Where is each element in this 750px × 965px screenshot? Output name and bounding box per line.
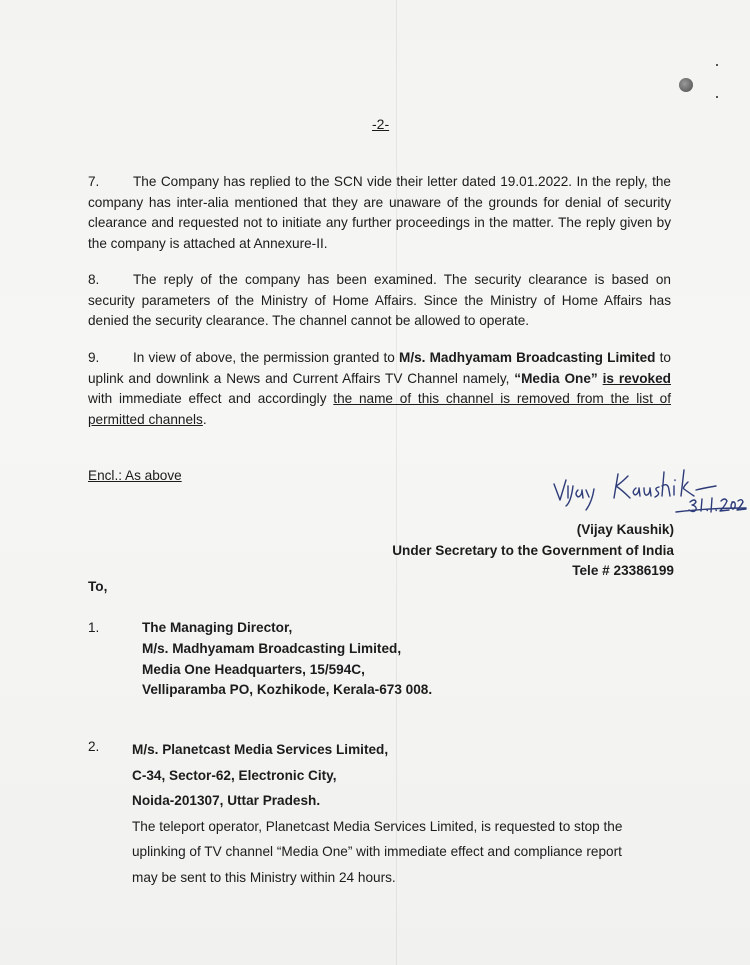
signature-block — [392, 520, 674, 582]
signatory-designation: Under Secretary to the Government of India — [392, 542, 674, 558]
recipient-number: 1. — [88, 620, 100, 635]
address-line: M/s. Madhyamam Broadcasting Limited, — [142, 640, 402, 656]
address-line: Media One Headquarters, 15/594C, — [142, 661, 365, 677]
address-line: The Managing Director, — [142, 620, 293, 635]
paragraph-text: The reply of the company has been examined. The security clearance is based on security parameters of the Ministry of Home Affairs. Since the Ministry of Home Affairs has denied the security clearance. The channel cannot be allowed to operate. — [88, 272, 671, 329]
paragraph-7 — [88, 172, 671, 254]
paragraph-text: The Company has replied to the SCN vide their letter dated 19.01.2022. In the reply, the company has inter-alia mentioned that they are unaware of the grounds for denial of security clearance and requested not to initiate any further proceedings in the matter. The reply given by the company is attached at Annexure-II. — [88, 174, 671, 251]
paragraph-number: 8. — [88, 272, 100, 287]
handwritten-signature — [548, 468, 748, 520]
address-line: M/s. Planetcast Media Services Limited, — [132, 742, 389, 757]
revoked-text: is revoked — [602, 370, 671, 386]
recipient-1-address — [142, 618, 432, 701]
instruction-line: The teleport operator, Planetcast Media Services Limited, is requested to stop the — [132, 818, 623, 834]
paragraph-text: to uplink and downlink a News and Current Affairs TV Channel namely, — [88, 350, 671, 386]
signatory-name: (Vijay Kaushik) — [576, 522, 674, 537]
instruction-line: may be sent to this Ministry within 24 hours. — [132, 869, 396, 885]
instruction-line: uplinking of TV channel “Media One” with immediate effect and compliance report — [132, 844, 622, 860]
address-line: C-34, Sector-62, Electronic City, — [132, 767, 337, 783]
company-name: M/s. Madhyamam Broadcasting Limited — [399, 350, 656, 365]
paragraph-text: with immediate effect and accordingly — [88, 391, 334, 407]
to-label: To, — [88, 579, 108, 594]
recipient-number: 2. — [88, 739, 100, 754]
removed-text: the name of this channel is removed from the list of permitted channels — [88, 391, 671, 427]
scan-speck — [716, 96, 718, 98]
address-line: Noida-201307, Uttar Pradesh. — [132, 793, 321, 809]
signatory-phone: Tele # 23386199 — [572, 563, 674, 578]
channel-name: “Media One” — [514, 370, 598, 386]
address-line: Velliparamba PO, Kozhikode, Kerala-673 008. — [142, 682, 433, 698]
enclosure-note: Encl.: As above — [88, 468, 182, 483]
paragraph-end: . — [202, 411, 207, 427]
paragraph-text: In view of above, the permission granted to — [133, 350, 400, 365]
recipient-2-address — [132, 737, 672, 891]
scan-speck — [716, 64, 718, 66]
paragraph-number: 7. — [88, 174, 100, 189]
paragraph-8 — [88, 270, 671, 332]
paragraph-9 — [88, 348, 671, 430]
paragraph-number: 9. — [88, 350, 100, 365]
page-number: -2- — [372, 116, 390, 132]
punch-hole — [679, 78, 693, 92]
